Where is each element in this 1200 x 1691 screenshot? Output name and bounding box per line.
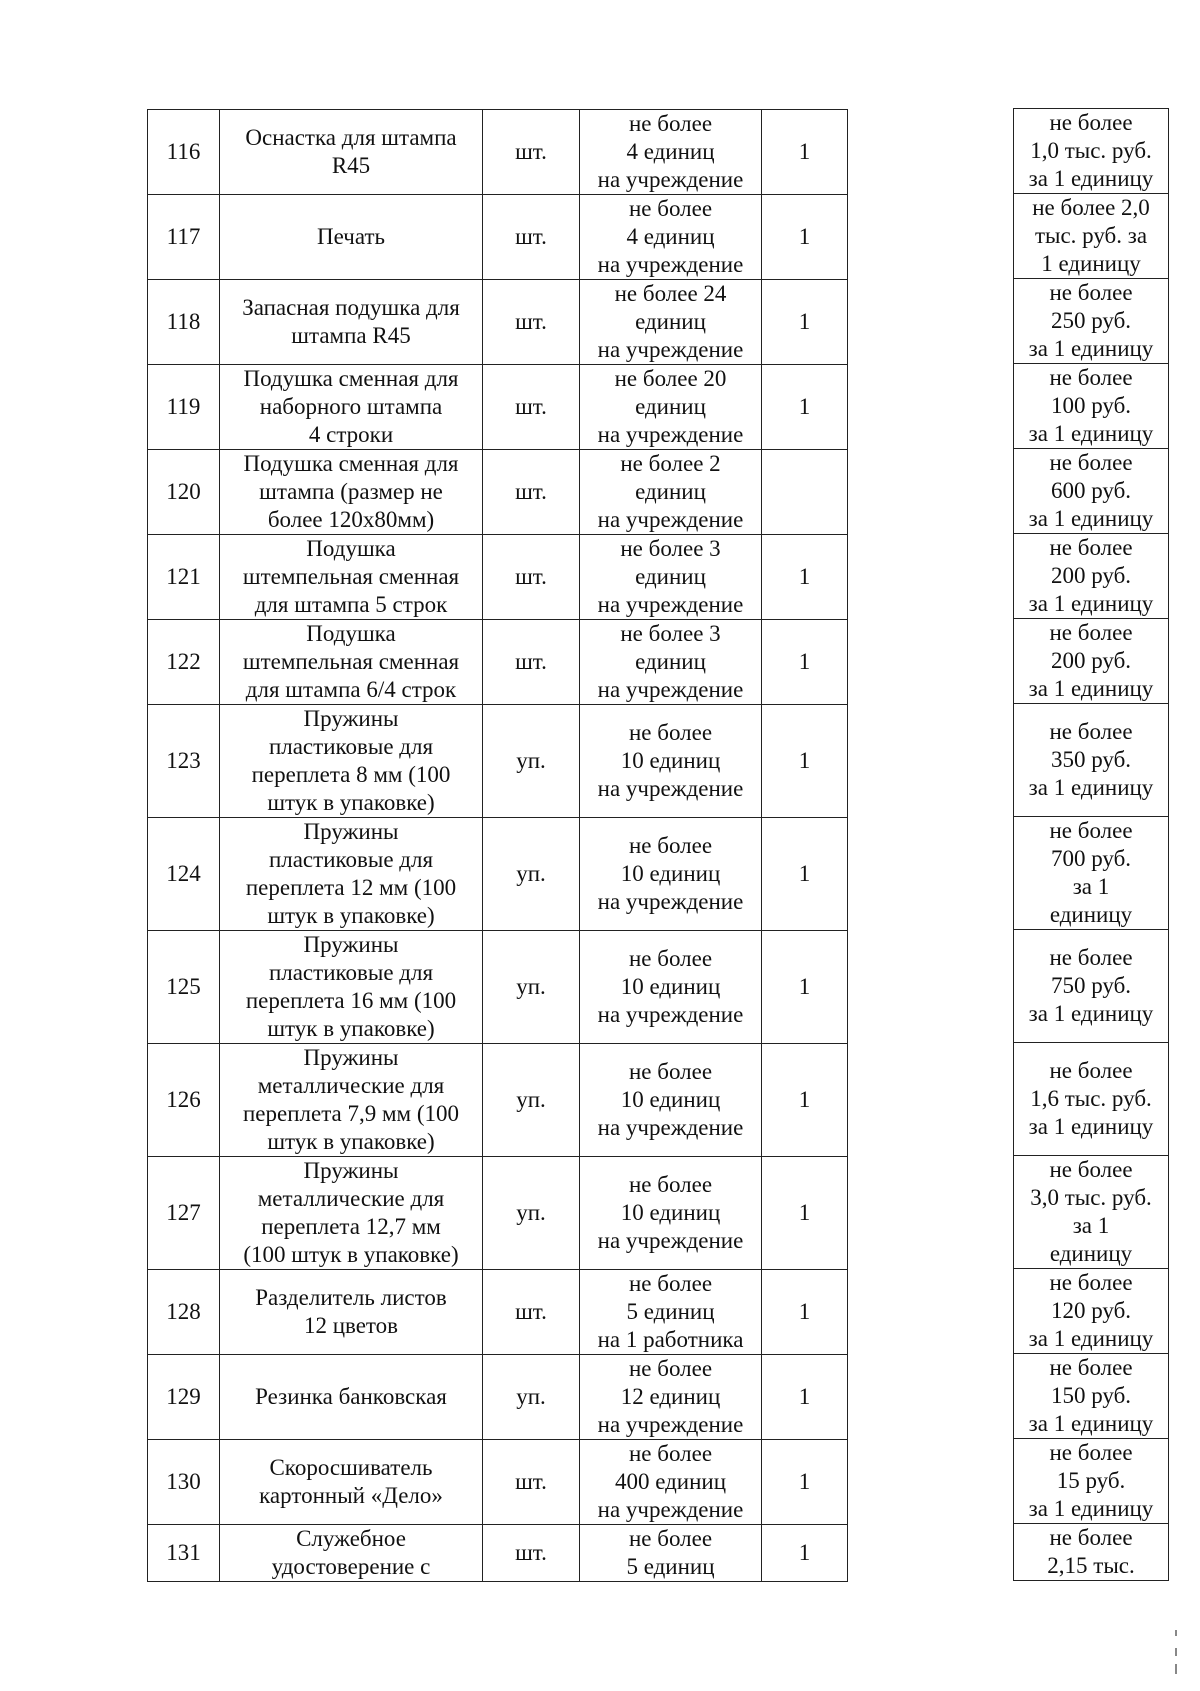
item-name: Печать — [220, 195, 483, 280]
table-row — [148, 365, 848, 450]
item-name: Пружины металлические для переплета 7,9 мм (100 штук в упаковке) — [220, 1044, 483, 1157]
row-number: 127 — [148, 1157, 220, 1270]
table-row — [148, 705, 848, 818]
table-row — [1014, 449, 1169, 534]
item-quantity: не более 4 единиц на учреждение — [580, 110, 762, 195]
item-value: 1 — [762, 1270, 848, 1355]
item-price: не более 750 руб. за 1 единицу — [1014, 930, 1169, 1043]
item-unit: уп. — [483, 1044, 580, 1157]
item-name: Подушка сменная для штампа (размер не более 120х80мм) — [220, 450, 483, 535]
row-number: 116 — [148, 110, 220, 195]
scan-edge-mark — [1175, 1630, 1177, 1636]
item-unit: шт. — [483, 110, 580, 195]
item-unit: шт. — [483, 1270, 580, 1355]
item-value: 1 — [762, 1355, 848, 1440]
row-number: 128 — [148, 1270, 220, 1355]
table-row — [1014, 194, 1169, 279]
row-number: 121 — [148, 535, 220, 620]
item-price: не более 2,15 тыс. — [1014, 1524, 1169, 1581]
row-number: 119 — [148, 365, 220, 450]
item-name: Подушка сменная для наборного штампа 4 строки — [220, 365, 483, 450]
item-unit: уп. — [483, 1355, 580, 1440]
item-value: 1 — [762, 280, 848, 365]
item-unit: шт. — [483, 450, 580, 535]
row-number: 129 — [148, 1355, 220, 1440]
table-row — [1014, 817, 1169, 930]
item-value: 1 — [762, 818, 848, 931]
items-table-body — [148, 110, 848, 1582]
item-name: Подушка штемпельная сменная для штампа 5 строк — [220, 535, 483, 620]
table-row — [148, 535, 848, 620]
row-number: 130 — [148, 1440, 220, 1525]
item-price: не более 350 руб. за 1 единицу — [1014, 704, 1169, 817]
table-row — [148, 1157, 848, 1270]
item-quantity: не более 400 единиц на учреждение — [580, 1440, 762, 1525]
item-unit: уп. — [483, 705, 580, 818]
item-quantity: не более 10 единиц на учреждение — [580, 818, 762, 931]
item-quantity: не более 3 единиц на учреждение — [580, 620, 762, 705]
item-name: Скоросшиватель картонный «Дело» — [220, 1440, 483, 1525]
table-row — [148, 110, 848, 195]
row-number: 118 — [148, 280, 220, 365]
item-value: 1 — [762, 705, 848, 818]
item-price: не более 1,6 тыс. руб. за 1 единицу — [1014, 1043, 1169, 1156]
item-quantity: не более 24 единиц на учреждение — [580, 280, 762, 365]
item-name: Служебное удостоверение с — [220, 1525, 483, 1582]
item-value: 1 — [762, 1525, 848, 1582]
row-number: 131 — [148, 1525, 220, 1582]
item-value: 1 — [762, 365, 848, 450]
item-value: 1 — [762, 110, 848, 195]
table-row — [148, 931, 848, 1044]
row-number: 124 — [148, 818, 220, 931]
item-price: не более 2,0 тыс. руб. за 1 единицу — [1014, 194, 1169, 279]
table-row — [1014, 109, 1169, 194]
item-value: 1 — [762, 620, 848, 705]
item-price: не более 1,0 тыс. руб. за 1 единицу — [1014, 109, 1169, 194]
item-quantity: не более 5 единиц на 1 работника — [580, 1270, 762, 1355]
item-unit: шт. — [483, 1440, 580, 1525]
item-quantity: не более 10 единиц на учреждение — [580, 705, 762, 818]
table-row — [1014, 1269, 1169, 1354]
item-name: Запасная подушка для штампа R45 — [220, 280, 483, 365]
item-quantity: не более 3 единиц на учреждение — [580, 535, 762, 620]
table-row — [1014, 1524, 1169, 1581]
item-name: Разделитель листов 12 цветов — [220, 1270, 483, 1355]
item-value: 1 — [762, 535, 848, 620]
item-quantity: не более 12 единиц на учреждение — [580, 1355, 762, 1440]
table-row — [148, 1355, 848, 1440]
item-unit: шт. — [483, 280, 580, 365]
item-value: 1 — [762, 1157, 848, 1270]
item-name: Пружины пластиковые для переплета 8 мм (100 штук в упаковке) — [220, 705, 483, 818]
item-quantity: не более 5 единиц — [580, 1525, 762, 1582]
table-row — [1014, 619, 1169, 704]
table-row — [148, 1270, 848, 1355]
table-row — [1014, 704, 1169, 817]
item-quantity: не более 10 единиц на учреждение — [580, 1157, 762, 1270]
item-unit: шт. — [483, 535, 580, 620]
item-name: Резинка банковская — [220, 1355, 483, 1440]
item-price: не более 120 руб. за 1 единицу — [1014, 1269, 1169, 1354]
table-row — [148, 1044, 848, 1157]
item-value: 1 — [762, 1440, 848, 1525]
item-price: не более 200 руб. за 1 единицу — [1014, 534, 1169, 619]
table-row — [148, 280, 848, 365]
item-quantity: не более 2 единиц на учреждение — [580, 450, 762, 535]
scan-edge-mark — [1175, 1664, 1177, 1674]
item-price: не более 200 руб. за 1 единицу — [1014, 619, 1169, 704]
table-row — [1014, 930, 1169, 1043]
items-table — [147, 109, 848, 1582]
item-price: не более 3,0 тыс. руб. за 1 единицу — [1014, 1156, 1169, 1269]
item-price: не более 15 руб. за 1 единицу — [1014, 1439, 1169, 1524]
item-unit: шт. — [483, 195, 580, 280]
item-unit: шт. — [483, 365, 580, 450]
table-row — [1014, 1043, 1169, 1156]
table-row — [148, 818, 848, 931]
table-row — [148, 1440, 848, 1525]
item-name: Пружины металлические для переплета 12,7 мм (100 штук в упаковке) — [220, 1157, 483, 1270]
item-price: не более 150 руб. за 1 единицу — [1014, 1354, 1169, 1439]
table-row — [1014, 1156, 1169, 1269]
table-row — [1014, 534, 1169, 619]
row-number: 117 — [148, 195, 220, 280]
table-row — [148, 195, 848, 280]
price-table-body — [1014, 109, 1169, 1581]
item-price: не более 250 руб. за 1 единицу — [1014, 279, 1169, 364]
price-table — [1013, 108, 1169, 1581]
item-unit: уп. — [483, 818, 580, 931]
item-quantity: не более 10 единиц на учреждение — [580, 1044, 762, 1157]
row-number: 120 — [148, 450, 220, 535]
row-number: 122 — [148, 620, 220, 705]
item-price: не более 600 руб. за 1 единицу — [1014, 449, 1169, 534]
item-name: Подушка штемпельная сменная для штампа 6/4 строк — [220, 620, 483, 705]
table-row — [1014, 1354, 1169, 1439]
table-row — [1014, 279, 1169, 364]
item-unit: уп. — [483, 1157, 580, 1270]
item-price: не более 700 руб. за 1 единицу — [1014, 817, 1169, 930]
item-quantity: не более 20 единиц на учреждение — [580, 365, 762, 450]
item-unit: шт. — [483, 1525, 580, 1582]
table-row — [148, 620, 848, 705]
table-row — [1014, 1439, 1169, 1524]
item-quantity: не более 4 единиц на учреждение — [580, 195, 762, 280]
item-unit: шт. — [483, 620, 580, 705]
item-name: Оснастка для штампа R45 — [220, 110, 483, 195]
item-unit: уп. — [483, 931, 580, 1044]
item-name: Пружины пластиковые для переплета 12 мм (100 штук в упаковке) — [220, 818, 483, 931]
table-row — [148, 1525, 848, 1582]
row-number: 126 — [148, 1044, 220, 1157]
scan-edge-mark — [1175, 1648, 1177, 1656]
table-row — [1014, 364, 1169, 449]
item-name: Пружины пластиковые для переплета 16 мм (100 штук в упаковке) — [220, 931, 483, 1044]
row-number: 125 — [148, 931, 220, 1044]
table-row — [148, 450, 848, 535]
item-value — [762, 450, 848, 535]
item-price: не более 100 руб. за 1 единицу — [1014, 364, 1169, 449]
item-value: 1 — [762, 195, 848, 280]
item-value: 1 — [762, 931, 848, 1044]
item-value: 1 — [762, 1044, 848, 1157]
row-number: 123 — [148, 705, 220, 818]
item-quantity: не более 10 единиц на учреждение — [580, 931, 762, 1044]
